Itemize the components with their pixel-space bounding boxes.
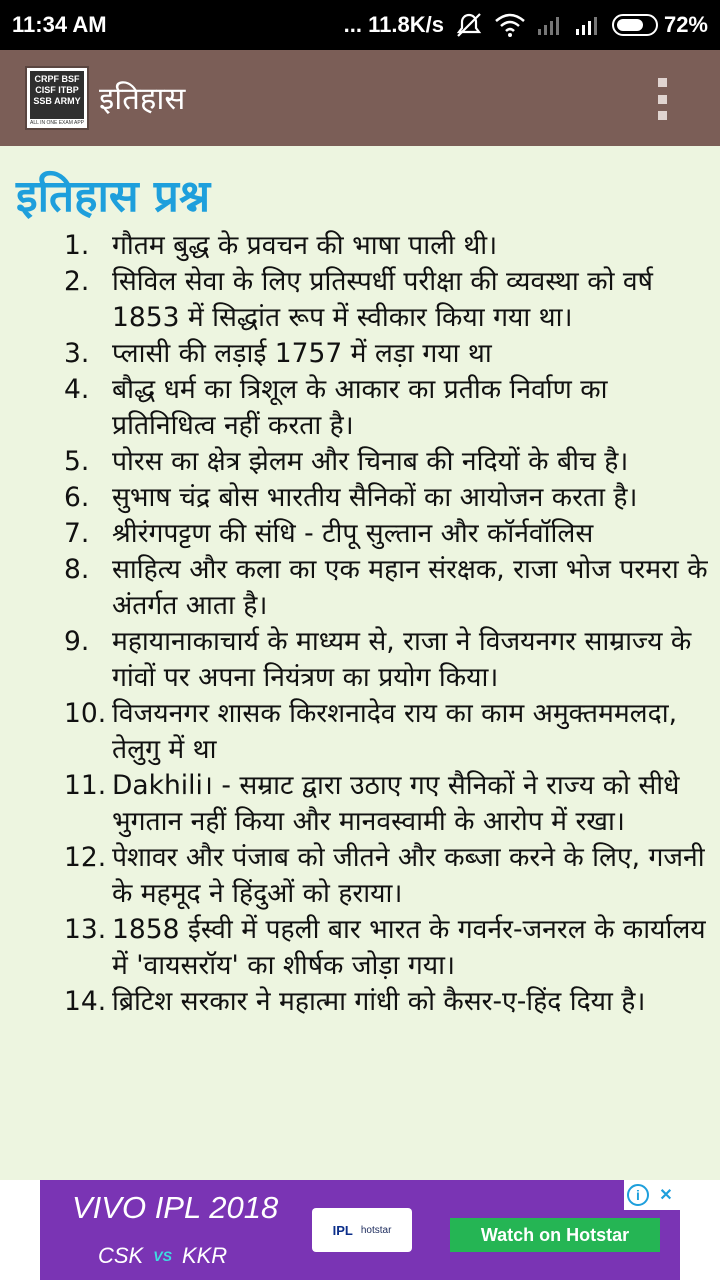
ad-match: [98, 1243, 227, 1269]
status-time: 11:34 AM: [12, 12, 107, 37]
battery-icon: [612, 14, 658, 36]
signal-icon: [536, 13, 564, 37]
question-text: विजयनगर शासक किरशनादेव राय का काम अमुक्तममलदा, तेलुगु में था: [112, 698, 678, 765]
question-text: श्रीरंगपट्टण की संधि - टीपू सुल्तान और कॉर्नवॉलिस: [112, 518, 594, 549]
question-number: 3.: [64, 338, 90, 369]
overflow-menu-icon[interactable]: [658, 78, 668, 120]
mute-icon: [454, 11, 484, 39]
close-icon[interactable]: ✕: [659, 1187, 673, 1204]
app-logo[interactable]: [25, 66, 89, 130]
question-item: [64, 696, 714, 768]
logo-footer: ALL IN ONE EXAM APP: [29, 120, 84, 126]
question-item: [64, 372, 714, 444]
question-number: 9.: [64, 626, 90, 657]
question-number: 8.: [64, 554, 90, 585]
question-number: 11.: [64, 770, 107, 801]
question-item: [64, 984, 714, 1020]
question-number: 12.: [64, 842, 107, 873]
network-speed: ... 11.8K/s: [343, 12, 444, 37]
question-item: [64, 552, 714, 624]
question-item: [64, 444, 714, 480]
question-item: [64, 228, 714, 264]
battery-indicator: [612, 12, 708, 38]
logo-text: [30, 71, 84, 119]
question-text: ब्रिटिश सरकार ने महात्मा गांधी को कैसर-ए-हिंद दिया है।: [112, 986, 646, 1017]
question-list: [64, 228, 714, 1020]
question-text: पेशावर और पंजाब को जीतने और कब्जा करने के लिए, गजनी के महमूद ने हिंदुओं को हराया।: [112, 842, 705, 909]
watch-on-hotstar-button[interactable]: Watch on Hotstar: [450, 1218, 660, 1252]
ad-title: VIVO IPL 2018: [72, 1190, 279, 1225]
vs-label: VS: [153, 1248, 172, 1264]
ad-area: [0, 1180, 720, 1280]
page-heading: इतिहास प्रश्न: [16, 171, 211, 222]
question-text: सिविल सेवा के लिए प्रतिस्पर्धी परीक्षा की व्यवस्था को वर्ष 1853 में सिद्धांत रूप में स्वीकार किया गया था।: [112, 266, 653, 333]
battery-level: [617, 19, 643, 31]
ad-logo: [312, 1208, 412, 1252]
team-a: CSK: [98, 1243, 144, 1268]
question-item: [64, 480, 714, 516]
question-number: 2.: [64, 266, 90, 297]
question-number: 10.: [64, 698, 107, 729]
question-text: प्लासी की लड़ाई 1757 में लड़ा गया था: [112, 338, 492, 369]
question-item: [64, 516, 714, 552]
question-number: 13.: [64, 914, 107, 945]
status-bar: [0, 0, 720, 50]
question-number: 7.: [64, 518, 90, 549]
signal-icon-2: [574, 13, 602, 37]
question-item: [64, 912, 714, 984]
logo-line: SSB ARMY: [33, 96, 81, 106]
question-number: 14.: [64, 986, 107, 1017]
question-number: 4.: [64, 374, 90, 405]
question-text: सुभाष चंद्र बोस भारतीय सैनिकों का आयोजन करता है।: [112, 482, 638, 513]
question-item: [64, 624, 714, 696]
question-number: 1.: [64, 230, 90, 261]
question-item: [64, 840, 714, 912]
question-text: साहित्य और कला का एक महान संरक्षक, राजा भोज परमरा के अंतर्गत आता है।: [112, 554, 708, 621]
question-text: बौद्ध धर्म का त्रिशूल के आकार का प्रतीक निर्वाण का प्रतिनिधित्व नहीं करता है।: [112, 374, 608, 441]
content-area[interactable]: [0, 146, 720, 1180]
app-title: इतिहास: [99, 81, 186, 117]
ipl-logo: IPL: [332, 1222, 353, 1238]
battery-percent: 72%: [663, 12, 708, 37]
question-number: 6.: [64, 482, 90, 513]
question-text: Dakhili। - सम्राट द्वारा उठाए गए सैनिकों ने राज्य को सीधे भुगतान नहीं किया और मानवस्वामी के आरोप में रखा।: [112, 770, 680, 837]
ad-choices: [624, 1180, 680, 1210]
question-item: [64, 264, 714, 336]
question-item: [64, 336, 714, 372]
question-item: [64, 768, 714, 840]
team-b: KKR: [181, 1243, 228, 1268]
question-number: 5.: [64, 446, 90, 477]
question-text: 1858 ईस्वी में पहली बार भारत के गवर्नर-जनरल के कार्यालय में 'वायसरॉय' का शीर्षक जोड़ा गया।: [112, 914, 706, 981]
question-text: गौतम बुद्ध के प्रवचन की भाषा पाली थी।: [112, 230, 498, 261]
wifi-icon: [494, 12, 526, 38]
question-text: पोरस का क्षेत्र झेलम और चिनाब की नदियों के बीच है।: [112, 446, 629, 477]
ad-banner[interactable]: [40, 1180, 680, 1280]
logo-line: CRPF BSF: [34, 74, 80, 84]
status-icons: [344, 11, 708, 39]
hotstar-logo: hotstar: [360, 1224, 392, 1236]
app-bar: [0, 50, 720, 146]
info-icon[interactable]: i: [624, 1180, 652, 1210]
question-text: महायानाकाचार्य के माध्यम से, राजा ने विजयनगर साम्राज्य के गांवों पर अपना नियंत्रण का प्रयोग किया।: [112, 626, 692, 693]
logo-line: CISF ITBP: [35, 85, 79, 95]
